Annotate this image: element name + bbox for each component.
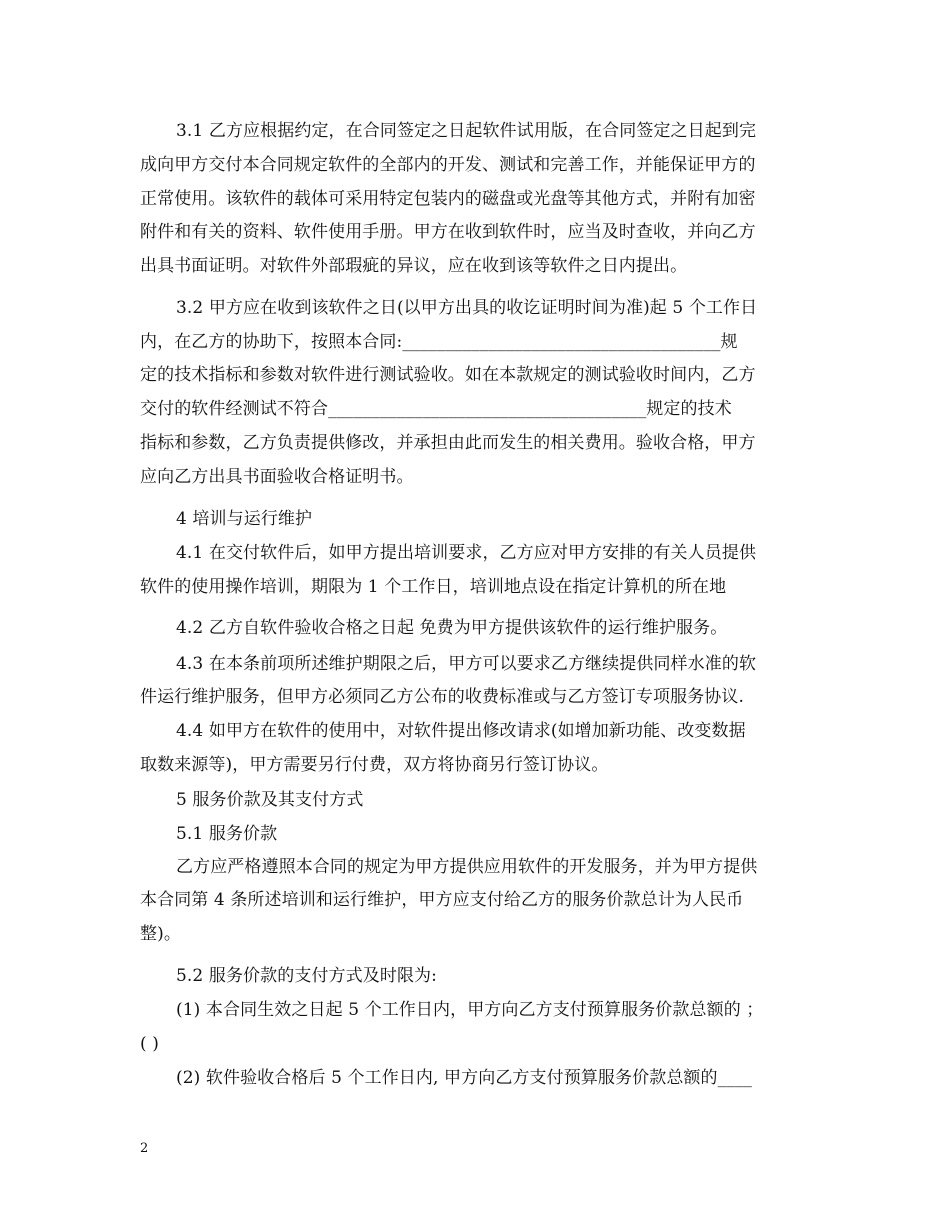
paragraph-line: 交付的软件经测试不符合_____________________________________规定的技术 xyxy=(140,399,732,419)
section-heading: 5 服务价款及其支付方式 xyxy=(176,790,364,810)
subsection-heading: 5.2 服务价款的支付方式及时限为: xyxy=(176,966,437,986)
section-heading: 4 培训与运行维护 xyxy=(176,509,313,529)
paragraph-line: 指标和参数，乙方负责提供修改，并承担由此而发生的相关费用。验收合格，甲方 xyxy=(140,433,756,453)
paragraph-line: 应向乙方出具书面验收合格证明书。 xyxy=(140,467,414,487)
paragraph-line: 软件的使用操作培训，期限为 1 个工作日，培训地点设在指定计算机的所在地 xyxy=(140,577,727,597)
paragraph-line: 4.4 如甲方在软件的使用中，对软件提出修改请求(如增加新功能、改变数据 xyxy=(176,721,746,741)
subsection-heading: 5.1 服务价款 xyxy=(176,824,278,844)
page-number: 2 xyxy=(140,1141,149,1156)
paragraph-line: 内，在乙方的协助下，按照本合同:_____________________________________规 xyxy=(140,332,738,352)
paragraph-line: 件运行维护服务，但甲方必须同乙方公布的收费标准或与乙方签订专项服务协议. xyxy=(140,687,745,707)
paragraph-line: 定的技术指标和参数对软件进行测试验收。如在本款规定的测试验收时间内，乙方 xyxy=(140,365,756,385)
paragraph-line: 成向甲方交付本合同规定软件的全部内的开发、测试和完善工作，并能保证甲方的 xyxy=(140,155,756,175)
paragraph-line: 正常使用。该软件的载体可采用特定包装内的磁盘或光盘等其他方式，并附有加密 xyxy=(140,189,756,209)
paragraph-line: 4.3 在本条前项所述维护期限之后，甲方可以要求乙方继续提供同样水准的软 xyxy=(176,654,757,674)
paragraph-line: 4.2 乙方自软件验收合格之日起 免费为甲方提供该软件的运行维护服务。 xyxy=(176,618,728,638)
paragraph-line: (2) 软件验收合格后 5 个工作日内, 甲方向乙方支付预算服务价款总额的____ xyxy=(176,1068,753,1088)
paragraph-line: 3.2 甲方应在收到该软件之日(以甲方出具的收讫证明时间为准)起 5 个工作日 xyxy=(176,298,758,318)
paragraph-line: 附件和有关的资料、软件使用手册。甲方在收到软件时，应当及时查收，并向乙方 xyxy=(140,222,756,242)
paragraph-line: 3.1 乙方应根据约定，在合同签定之日起软件试用版，在合同签定之日起到完 xyxy=(176,121,757,141)
paragraph-line: 4.1 在交付软件后，如甲方提出培训要求，乙方应对甲方安排的有关人员提供 xyxy=(176,543,757,563)
paragraph-line: 本合同第 4 条所述培训和运行维护，甲方应支付给乙方的服务价款总计为人民币 xyxy=(140,890,744,910)
paragraph-line: 出具书面证明。对软件外部瑕疵的异议，应在收到该等软件之日内提出。 xyxy=(140,256,688,276)
paragraph-line: 取数来源等)，甲方需要另行付费，双方将协商另行签订协议。 xyxy=(140,755,609,775)
paragraph-line: ( ) xyxy=(140,1034,159,1054)
paragraph-line: (1) 本合同生效之日起 5 个工作日内，甲方向乙方支付预算服务价款总额的 ； xyxy=(176,1000,764,1020)
paragraph-line: 整)。 xyxy=(140,924,181,944)
paragraph-line: 乙方应严格遵照本合同的规定为甲方提供应用软件的开发服务，并为甲方提供 xyxy=(176,857,758,877)
